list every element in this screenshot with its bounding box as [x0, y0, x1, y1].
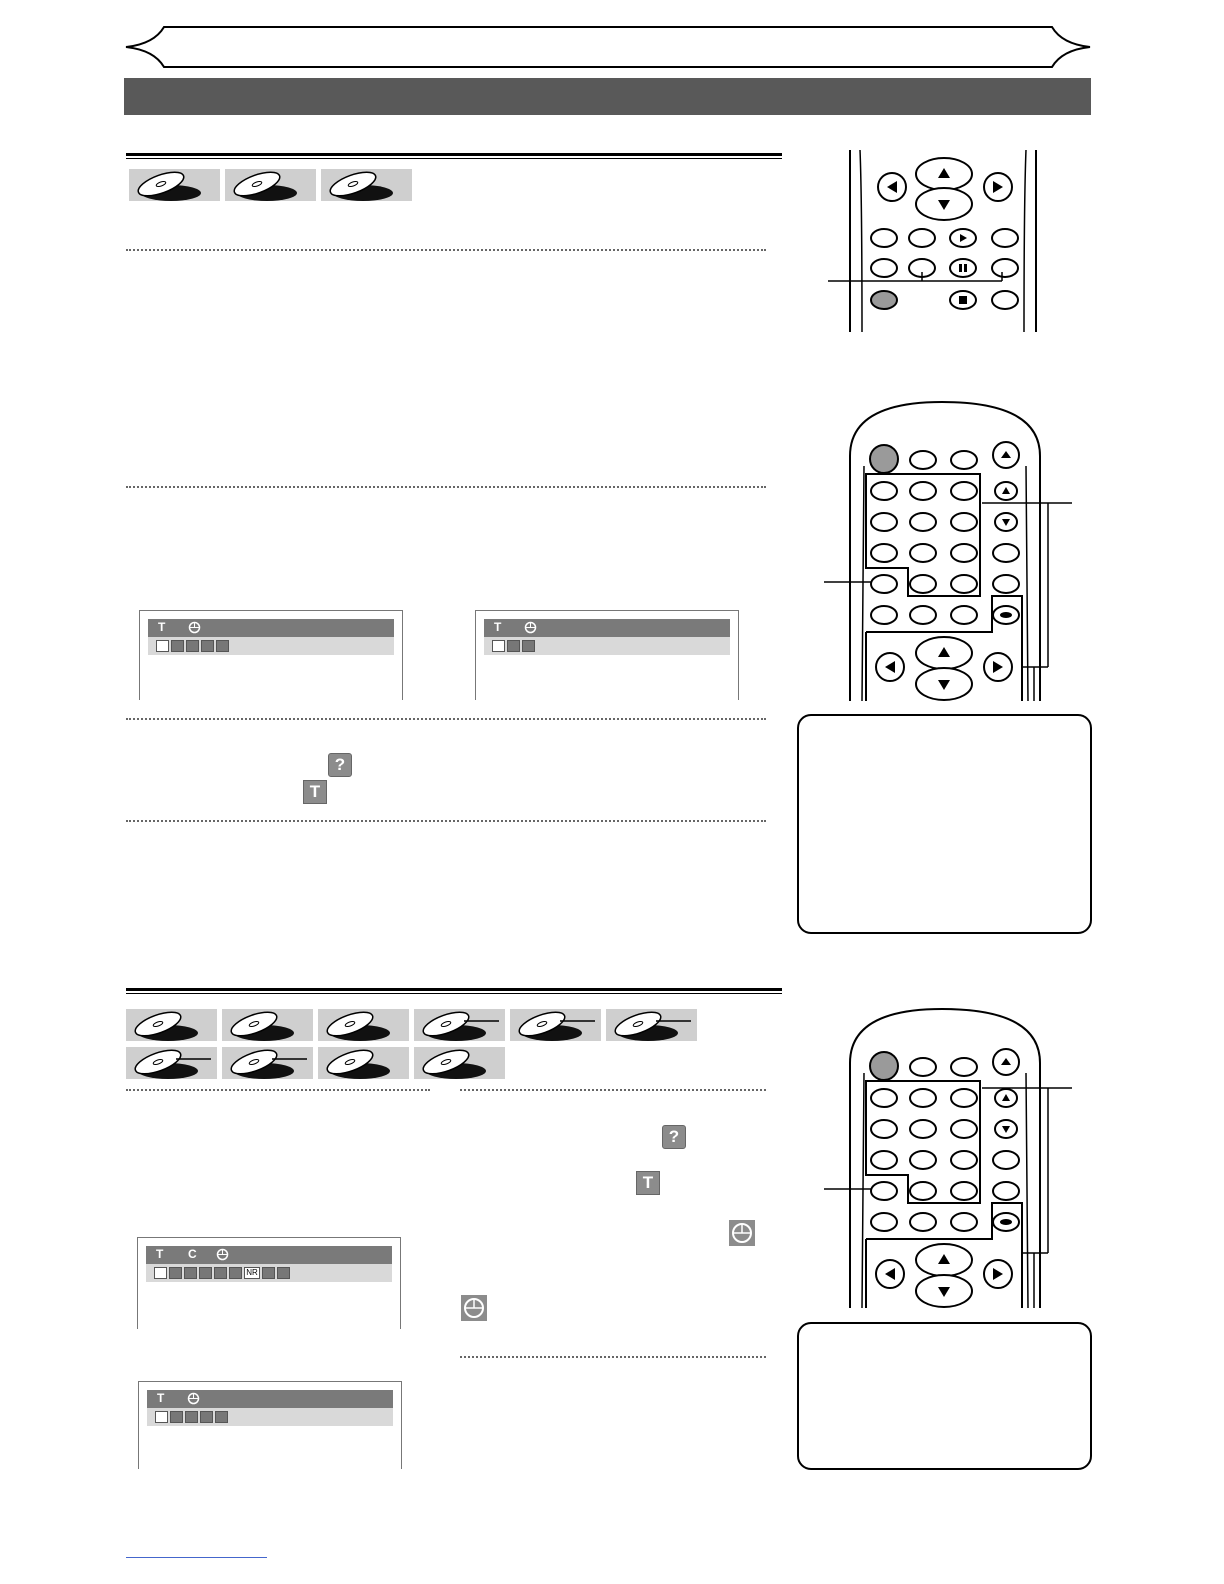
osd-info-bar [148, 619, 394, 637]
angle-icon [199, 1267, 212, 1279]
remote-illustration-keypad [822, 396, 1094, 701]
disc-type-tile [414, 1009, 505, 1041]
remote-illustration-skip [822, 150, 1042, 332]
disc-icon [222, 1047, 313, 1079]
section2-rule-thin [126, 993, 782, 994]
osd-screen-vr [138, 1381, 402, 1469]
clock-icon [216, 1248, 229, 1261]
disc-type-tile [606, 1009, 697, 1041]
audio-icon [170, 1411, 183, 1423]
search-icon: ? [328, 753, 352, 777]
divider [126, 820, 766, 822]
title-icon: T [303, 780, 327, 804]
search-icon: ? [662, 1125, 686, 1149]
disc-type-tile [222, 1047, 313, 1079]
osd-icon-bar [146, 1264, 392, 1282]
picture-icon [216, 640, 229, 652]
footer-link-underline [126, 1557, 267, 1558]
repeat-icon [507, 640, 520, 652]
osd-screen-left [139, 610, 403, 700]
search-icon [492, 640, 505, 652]
disc-icon [129, 169, 220, 201]
disc-type-tile [414, 1047, 505, 1079]
disc-icon [225, 169, 316, 201]
disc-icon [126, 1009, 217, 1041]
zoom-icon [262, 1267, 275, 1279]
disc-icon [414, 1009, 505, 1041]
audio-icon [169, 1267, 182, 1279]
search-icon [154, 1267, 167, 1279]
chapter-glyph: C [188, 1247, 197, 1261]
search-icon [155, 1411, 168, 1423]
clock-icon [729, 1220, 755, 1246]
title-glyph: T [156, 1247, 164, 1261]
osd-info-bar [484, 619, 730, 637]
section1-rule [126, 153, 782, 156]
repeat-icon [214, 1267, 227, 1279]
title-glyph: T [157, 1391, 165, 1405]
disc-type-tile [126, 1009, 217, 1041]
repeat-icon [185, 1411, 198, 1423]
divider [126, 249, 766, 251]
disc-icon [414, 1047, 505, 1079]
osd-info-bar [146, 1246, 392, 1264]
page-banner [124, 24, 1092, 70]
osd-screen-dvd [137, 1237, 401, 1329]
clock-icon [524, 621, 537, 634]
title-glyph: T [158, 620, 166, 634]
osd-screen-right [475, 610, 739, 700]
disc-type-tile [510, 1009, 601, 1041]
subtitle-icon [184, 1267, 197, 1279]
picture-icon [215, 1411, 228, 1423]
divider [126, 718, 766, 720]
osd-icon-bar [148, 637, 394, 655]
disc-icon [321, 169, 412, 201]
disc-icon [606, 1009, 697, 1041]
picture-icon [522, 640, 535, 652]
divider [126, 486, 766, 488]
marker-icon [200, 1411, 213, 1423]
disc-type-tile [129, 169, 220, 201]
disc-icon [222, 1009, 313, 1041]
disc-icon [318, 1009, 409, 1041]
remote-illustration-keypad-2 [822, 1003, 1094, 1308]
noise-reduction-label: NR [246, 1268, 258, 1277]
note-box [797, 1322, 1092, 1470]
divider [460, 1089, 766, 1091]
disc-type-tile [222, 1009, 313, 1041]
repeat-icon [186, 640, 199, 652]
section2-rule [126, 988, 782, 991]
disc-type-tile [321, 169, 412, 201]
noise-reduction-icon [244, 1267, 260, 1279]
title-icon: T [636, 1171, 660, 1195]
clock-icon [187, 1392, 200, 1405]
clock-icon [461, 1295, 487, 1321]
disc-type-tile [126, 1047, 217, 1079]
search-icon [156, 640, 169, 652]
picture-icon [277, 1267, 290, 1279]
disc-icon [510, 1009, 601, 1041]
section-title-bar [124, 78, 1091, 115]
osd-icon-bar [484, 637, 730, 655]
disc-type-tile [318, 1009, 409, 1041]
osd-info-bar [147, 1390, 393, 1408]
osd-icon-bar [147, 1408, 393, 1426]
marker-icon [229, 1267, 242, 1279]
disc-icon [318, 1047, 409, 1079]
divider [460, 1356, 766, 1358]
section1-rule-thin [126, 158, 782, 159]
clock-icon [188, 621, 201, 634]
disc-type-tile [225, 169, 316, 201]
disc-icon [126, 1047, 217, 1079]
disc-type-tile [318, 1047, 409, 1079]
divider [126, 1089, 430, 1091]
marker-icon [201, 640, 214, 652]
audio-icon [171, 640, 184, 652]
title-glyph: T [494, 620, 502, 634]
note-box [797, 714, 1092, 934]
